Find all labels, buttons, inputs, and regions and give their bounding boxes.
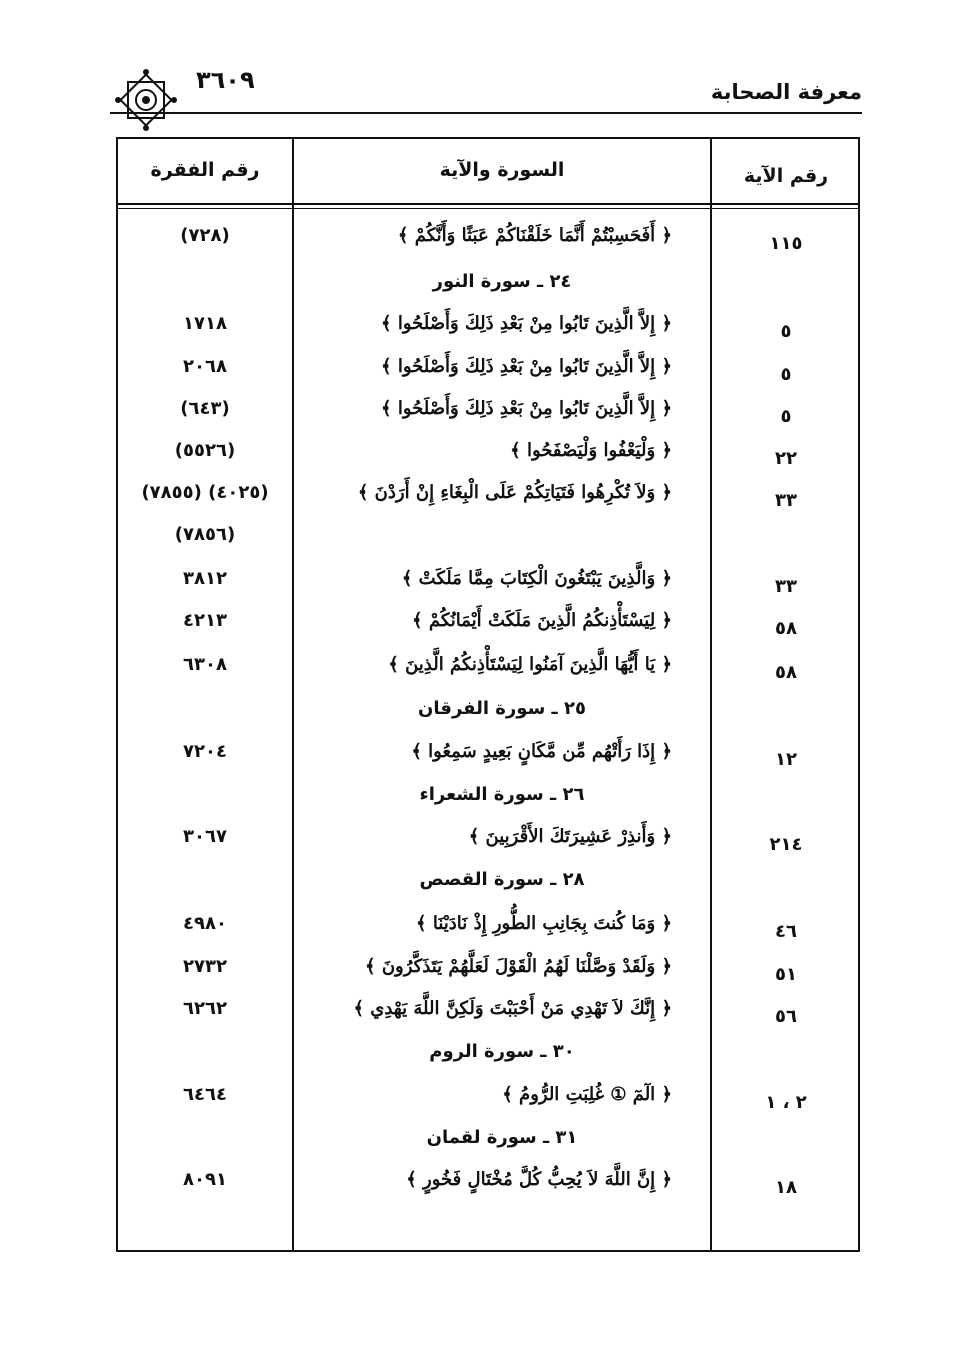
verse-text: ﴿ الٓمٓ ① غُلِبَتِ الرُّومُ ﴾ bbox=[502, 1084, 672, 1105]
header-divider bbox=[118, 208, 858, 209]
ayah-number: ٥٨ bbox=[775, 662, 797, 683]
paragraph-number: ٨٠٩١ bbox=[183, 1169, 227, 1190]
paragraph-number: ٤٩٨٠ bbox=[183, 913, 227, 934]
table-row bbox=[118, 221, 858, 261]
ayah-number: ٣٣ bbox=[775, 490, 797, 511]
table-row bbox=[118, 737, 858, 777]
ayah-number: ١١٥ bbox=[769, 233, 803, 254]
paragraph-number: ٧٢٠٤ bbox=[183, 741, 227, 762]
surah-heading: ٣١ ـ سورة لقمان bbox=[426, 1127, 578, 1148]
verse-text: ﴿ وَلْيَعْفُوا وَلْيَصْفَحُوا ﴾ bbox=[510, 440, 672, 461]
verse-text: ﴿ إِلاَّ الَّذِينَ تَابُوا مِنْ بَعْدِ ذَلِكَ وَأَصْلَحُوا ﴾ bbox=[381, 398, 672, 419]
ayah-number: ١٨ bbox=[775, 1177, 797, 1198]
header-divider bbox=[118, 203, 858, 205]
paragraph-number: ٦٣٠٨ bbox=[183, 654, 227, 675]
paragraph-number: ٣٨١٢ bbox=[183, 568, 227, 589]
table-row bbox=[118, 650, 858, 690]
paragraph-number: (٥٥٢٦) bbox=[174, 440, 236, 461]
column-header-ayah: رقم الآية bbox=[743, 165, 829, 187]
surah-heading-row bbox=[118, 267, 858, 307]
paragraph-number: (٤٠٢٥) (٧٨٥٥) bbox=[141, 482, 269, 503]
ayah-number: ٣٣ bbox=[775, 576, 797, 597]
quran-index-table bbox=[116, 137, 860, 1252]
header-rule bbox=[110, 112, 862, 114]
ayah-number: ٥ bbox=[780, 364, 792, 385]
surah-heading-row bbox=[118, 694, 858, 734]
surah-heading-row bbox=[118, 1123, 858, 1163]
paragraph-number: ٦٤٦٤ bbox=[183, 1084, 227, 1105]
paragraph-number: (٧٢٨) bbox=[180, 225, 230, 246]
verse-text: ﴿ وَلَقَدْ وَصَّلْنَا لَهُمُ الْقَوْلَ لَعَلَّهُمْ يَتَذَكَّرُونَ ﴾ bbox=[365, 956, 672, 977]
verse-text: ﴿ إِلاَّ الَّذِينَ تَابُوا مِنْ بَعْدِ ذَلِكَ وَأَصْلَحُوا ﴾ bbox=[381, 313, 672, 334]
table-row bbox=[118, 909, 858, 949]
surah-heading: ٢٥ ـ سورة الفرقان bbox=[418, 698, 586, 719]
column-header-paragraph: رقم الفقرة bbox=[150, 159, 260, 181]
surah-heading-row bbox=[118, 780, 858, 820]
verse-text: ﴿ وَأَنذِرْ عَشِيرَتَكَ الأَقْرَبِينَ ﴾ bbox=[468, 826, 672, 847]
verse-text: ﴿ لِيَسْتَأْذِنكُمُ الَّذِينَ مَلَكَتْ أَيْمَانُكُمْ ﴾ bbox=[412, 610, 672, 631]
ayah-number: ٥ bbox=[780, 321, 792, 342]
table-row bbox=[118, 436, 858, 476]
surah-heading: ٢٤ ـ سورة النور bbox=[432, 271, 572, 292]
table-row bbox=[118, 994, 858, 1034]
paragraph-number: ٤٢١٣ bbox=[183, 610, 227, 631]
paragraph-number: ١٧١٨ bbox=[183, 313, 227, 334]
surah-heading: ٢٦ ـ سورة الشعراء bbox=[419, 784, 585, 805]
ayah-number: ٢١٤ bbox=[769, 834, 803, 855]
table-row bbox=[118, 394, 858, 434]
page-number: ٣٦٠٩ bbox=[196, 66, 255, 94]
table-row bbox=[118, 520, 858, 560]
ornament-icon bbox=[114, 68, 178, 132]
ayah-number: ٢ ، ١ bbox=[765, 1092, 807, 1113]
paragraph-number: ٣٠٦٧ bbox=[183, 826, 227, 847]
ayah-number: ١٢ bbox=[775, 749, 797, 770]
table-row bbox=[118, 952, 858, 992]
surah-heading: ٢٨ ـ سورة القصص bbox=[419, 869, 585, 890]
paragraph-number: (٦٤٣) bbox=[180, 398, 230, 419]
table-row bbox=[118, 822, 858, 862]
verse-text: ﴿ وَالَّذِينَ يَبْتَغُونَ الْكِتَابَ مِمَّا مَلَكَتْ ﴾ bbox=[401, 568, 672, 589]
verse-text: ﴿ إِنَّ اللَّهَ لاَ يُحِبُّ كُلَّ مُخْتَالٍ فَخُورٍ ﴾ bbox=[406, 1169, 672, 1190]
ayah-number: ٤٦ bbox=[775, 921, 797, 942]
table-row bbox=[118, 564, 858, 604]
verse-text: ﴿ إِلاَّ الَّذِينَ تَابُوا مِنْ بَعْدِ ذَلِكَ وَأَصْلَحُوا ﴾ bbox=[381, 356, 672, 377]
surah-heading: ٣٠ ـ سورة الروم bbox=[429, 1041, 575, 1062]
ayah-number: ٢٢ bbox=[775, 448, 797, 469]
surah-heading-row bbox=[118, 1037, 858, 1077]
paragraph-number: ٢٧٣٢ bbox=[183, 956, 227, 977]
table-row bbox=[118, 1080, 858, 1120]
verse-text: ﴿ إِذَا رَأَتْهُم مِّن مَّكَانٍ بَعِيدٍ سَمِعُوا ﴾ bbox=[411, 741, 672, 762]
verse-text: ﴿ وَلاَ تُكْرِهُوا فَتَيَاتِكُمْ عَلَى الْبِغَاءِ إِنْ أَرَدْنَ ﴾ bbox=[357, 482, 672, 503]
ayah-number: ٥١ bbox=[775, 964, 797, 985]
ayah-number: ٥٨ bbox=[775, 618, 797, 639]
table-row bbox=[118, 352, 858, 392]
verse-text: ﴿ أَفَحَسِبْتُمْ أَنَّمَا خَلَقْنَاكُمْ عَبَثًا وَأَنَّكُمْ ﴾ bbox=[397, 225, 672, 246]
paragraph-number: (٧٨٥٦) bbox=[174, 524, 236, 545]
ayah-number: ٥٦ bbox=[775, 1006, 797, 1027]
paragraph-number: ٦٢٦٢ bbox=[183, 998, 227, 1019]
verse-text: ﴿ إِنَّكَ لاَ تَهْدِي مَنْ أَحْبَبْتَ وَلَكِنَّ اللَّهَ يَهْدِي ﴾ bbox=[353, 998, 672, 1019]
verse-text: ﴿ يَا أَيُّهَا الَّذِينَ آمَنُوا لِيَسْتَأْذِنكُمُ الَّذِينَ ﴾ bbox=[388, 654, 672, 675]
column-header-surah: السورة والآية bbox=[439, 159, 565, 181]
surah-heading-row bbox=[118, 865, 858, 905]
page-header bbox=[110, 60, 862, 116]
verse-text: ﴿ وَمَا كُنتَ بِجَانِبِ الطُّورِ إِذْ نَادَيْنَا ﴾ bbox=[416, 913, 672, 934]
ayah-number: ٥ bbox=[780, 406, 792, 427]
table-row bbox=[118, 1165, 858, 1205]
book-title: معرفة الصحابة bbox=[710, 80, 862, 104]
table-row bbox=[118, 478, 858, 518]
table-row bbox=[118, 606, 858, 646]
table-row bbox=[118, 309, 858, 349]
paragraph-number: ٢٠٦٨ bbox=[183, 356, 227, 377]
